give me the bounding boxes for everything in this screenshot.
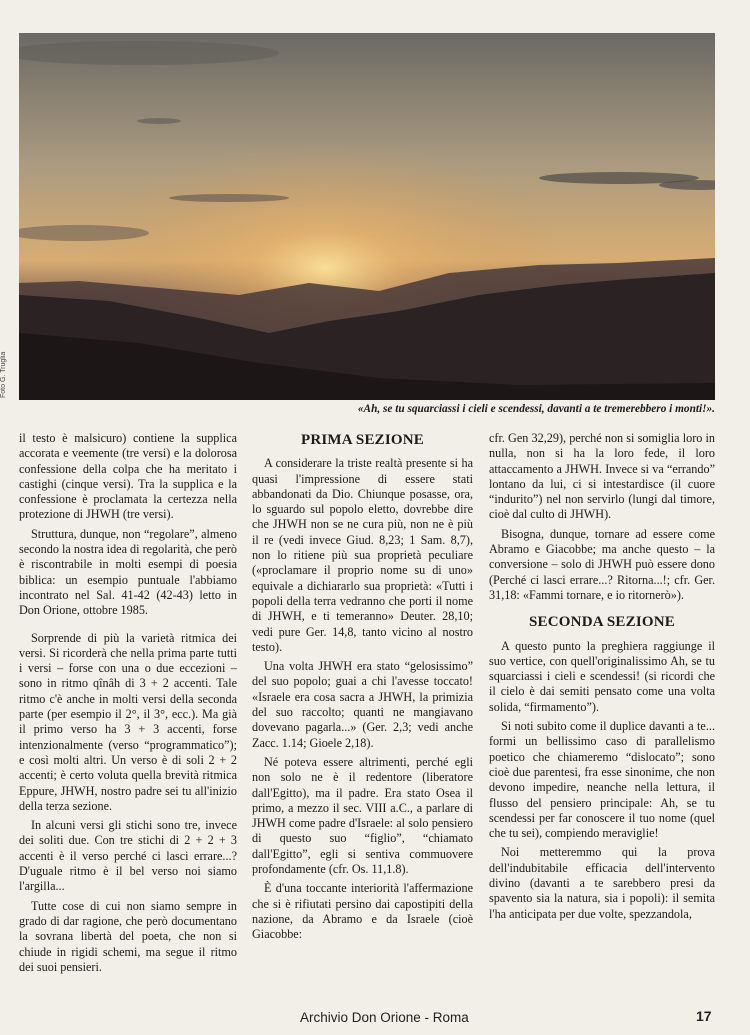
paragraph: Tutte cose di cui non siamo sempre in grado di dar ragione, che però documentano la sovrana libertà del poeta, che non si chiude in rigidi schemi, ma segue il ritmo dei suoi pensieri. [19,898,237,974]
paragraph: A considerare la triste realtà presente si ha quasi l'impressione di essere stati abbandonati da Dio. Chiunque posasse, ora, lo sguardo sul popolo eletto, dovrebbe dire che JHWH non se ne cura più, non ne è più il re (vedi invece Giud. 8,23; 1 Sam. 8,7), non lo ritiene più sua proprietà peculiare («proclamare il proprio nome su di uno» equivale a dichiararlo sua proprietà: «Tutti i popoli della terra vedranno che porti il nome di JHWH, e ti temeranno» Deuter. 28,10; vedi pure Ger. 14,8, tanto vicino al nostro testo). [252,456,473,654]
sunset-mountains-illustration [19,33,715,400]
section-heading-seconda: SECONDA SEZIONE [529,614,675,631]
paragraph: È d'una toccante interiorità l'affermazione che si è rifiutati persino dai capostipiti della nazione, da Abramo e da Israele (cioè Giacobbe: [252,881,473,942]
paragraph: Struttura, dunque, non “regolare”, almeno secondo la nostra idea di regolarità, che però è riscontrabile in molti esempi di poesia biblica: un esempio puntuale l'abbiamo incontrato nel Sal. 41-42 (42-43) letto in Don Orione, ottobre 1985. [19,526,237,618]
paragraph: Si noti subito come il duplice davanti a te... formi un bellissimo caso di parallelismo poetico che chiameremo “dislocato”; sono cioè due parentesi, fra esse sinonime, che non devono impedire, neanche nella lettura, il flusso del pensiero principale: Ah, se tu scendessi per far conoscere il tuo nome (quel che tu sei), compiendo meraviglie! [489,719,715,841]
paragraph: Né poteva essere altrimenti, perché egli non solo ne è il redentore (liberatore dall'Egitto), ma il padre. Era stato Osea il primo, a mezzo il sec. VIII a.C., a parlare di JHWH come padre d'Israele: al solo pensiero di questo suo “figlio”, “chiamato dall'Egitto”, egli si sentiva commuovere profondamente (cfr. Os. 11,1.8). [252,754,473,877]
section-heading-prima: PRIMA SEZIONE [300,432,425,448]
column-3 [489,431,715,926]
paragraph: cfr. Gen 32,29), perché non si somiglia loro in nulla, non si ha la loro fede, il loro attaccamento a JHWH. Invece si va “errando” lontano da lui, ci si intestardisce (il cuore “indurito”) nel non servirlo (lungi dal timore, cioè dal culto di JHWH). [489,431,715,522]
column-1 [19,431,237,979]
photo-caption: «Ah, se tu squarciassi i cieli e scendessi, davanti a te tremerebbero i monti!». [357,403,715,415]
archive-label: Archivio Don Orione - Roma [300,1010,469,1025]
paragraph: il testo è malsicuro) contiene la supplica accorata e veemente (tre versi) e la dolorosa confessione della colpa che ha meritato i castighi (cinque versi). Tra la supplica e la confessione è proclamata la certezza nella protezione di JHWH (tre versi). [19,431,237,522]
paragraph: In alcuni versi gli stichi sono tre, invece dei soliti due. Con tre stichi di 2 + 2 + 3 accenti è il verso perché ci lasci errare...? D'uguale ritmo è il bel verso noi siamo l'argilla... [19,818,237,894]
page-number: 17 [696,1008,712,1024]
sunset-photo [19,33,715,400]
paragraph: Noi metteremmo qui la prova dell'indubitabile efficacia dell'intervento divino (davanti a te sarebbero presi da spavento sia la natura, sia i popoli): il semita l'ha anticipata per due volte, spezzandola, [489,845,715,921]
page-footer [0,1008,750,1035]
photo-credit: Foto G. Truglia [0,351,7,399]
column-2 [252,431,473,947]
paragraph: A questo punto la preghiera raggiunge il suo vertice, con quell'originalissimo Ah, se tu squarciassi i cieli e scendessi! (si ricordi che il cielo è dai semiti pensato come una volta solida, “firmamento”). [489,638,715,714]
paragraph: Una volta JHWH era stato “gelosissimo” del suo popolo; guai a chi l'avesse toccato! «Israele era cosa sacra a JHWH, la primizia del suo raccolto; quanti ne mangiavano dovevano pagarla...» (Ger. 2,3; vedi anche Zacc. 1.14; Gioele 2,18). [252,659,473,750]
paragraph: Bisogna, dunque, tornare ad essere come Abramo e Giacobbe; ma anche questo – la conversione – solo di JHWH può essere dono (Perché ci lasci errare...? Ritorna...!; cfr. Ger. 31,18: «Fammi tornare, e io ritornerò»). [489,526,715,602]
paragraph: Sorprende di più la varietà ritmica dei versi. Si ricorderà che nella prima parte tutti i versi – forse con una o due eccezioni – sono in ritmo qînâh di 3 + 2 accenti. Tale ritmo c'è anche in molti versi della seconda parte (per esempio il 2°, il 3°, ecc.). Ma già il primo verso ha 3 + 3 accenti, forse intenzionalmente (verso “programmatico”); e così molti altri. Un verso è di soli 2 + 2 accenti; è certo voluta quella brevità ritmica Eppure, JHWH, nostro padre sei tu all'inizio della terza sezione. [19,630,237,813]
